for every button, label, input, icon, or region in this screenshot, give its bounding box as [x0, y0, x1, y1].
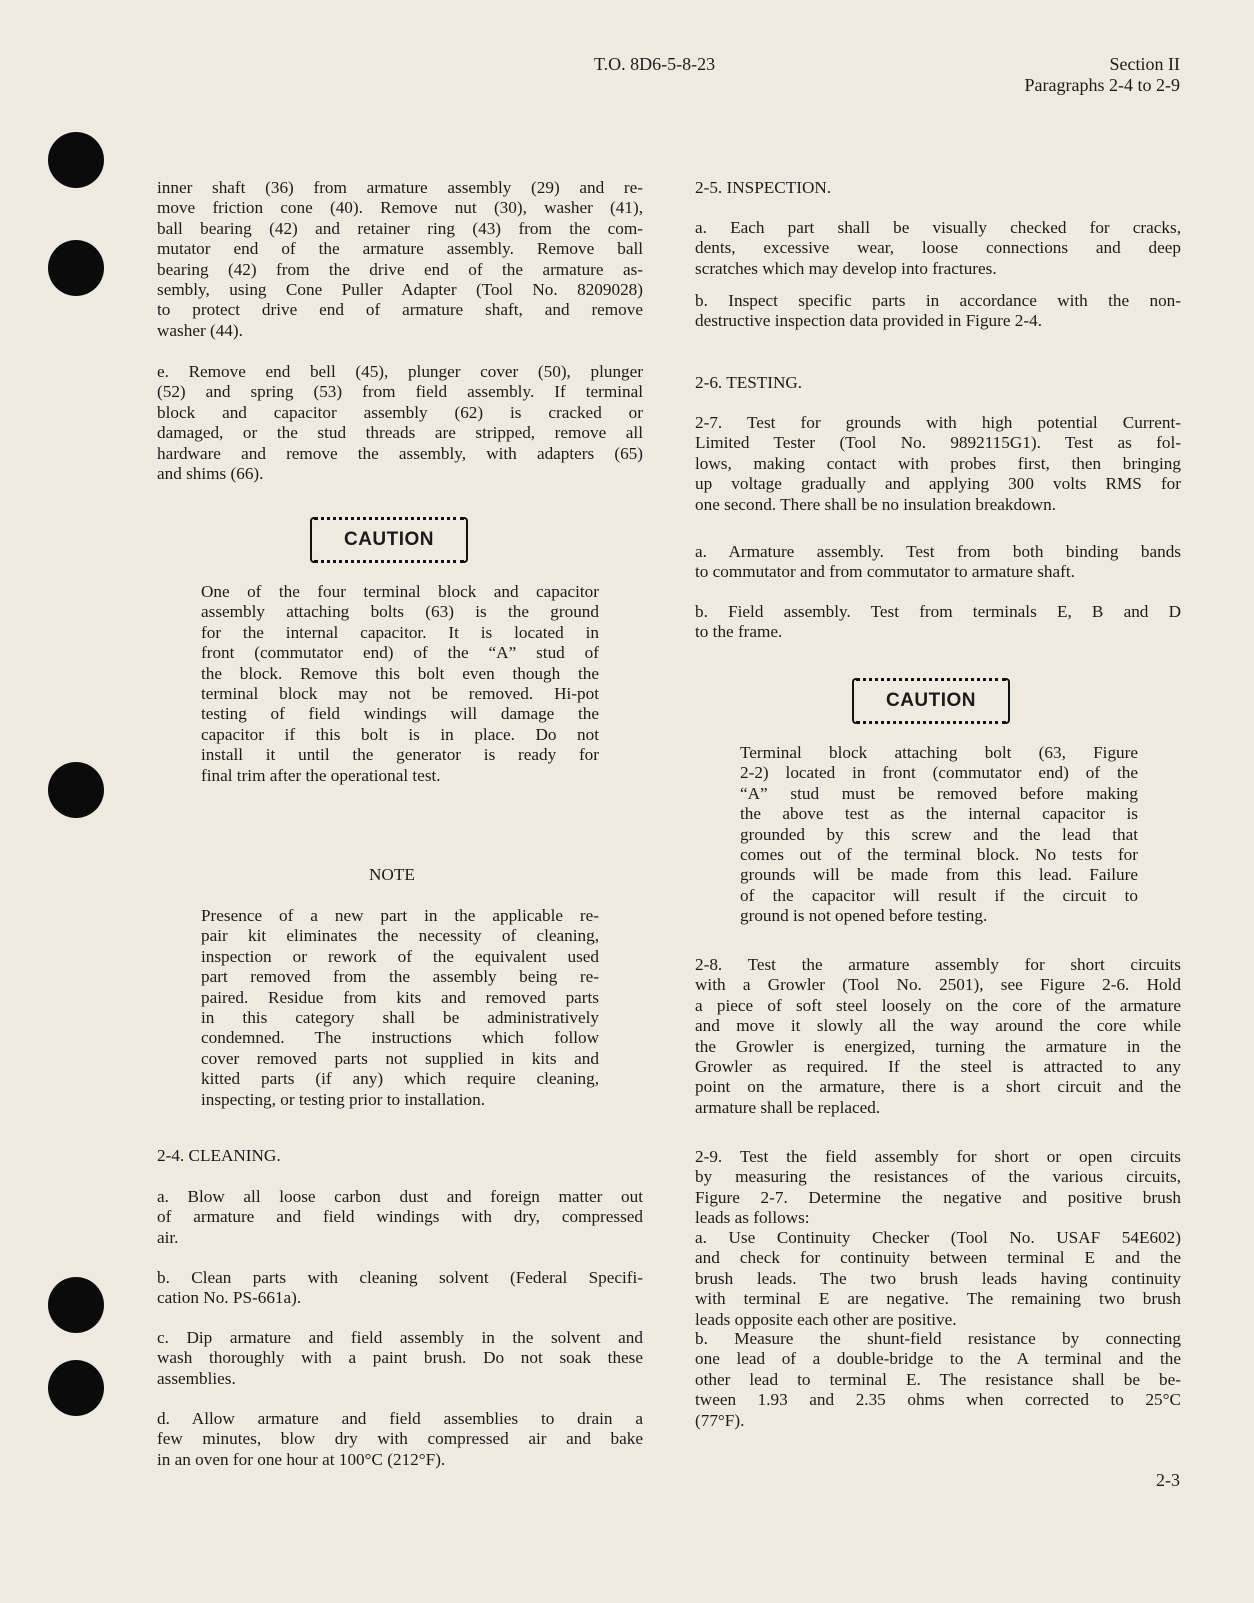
text-line: air.: [157, 1227, 179, 1247]
page-number: 2-3: [1156, 1470, 1180, 1490]
text-line: to protect drive end of armature shaft, and remove: [157, 300, 643, 320]
text-line: “A” stud must be removed before making: [740, 783, 1138, 803]
caution-banner: CAUTION: [856, 678, 1006, 724]
text-line: a. Use Continuity Checker (Tool No. USAF 54E602): [695, 1228, 1181, 1247]
caution-banner: CAUTION: [314, 517, 464, 563]
text-line: scratches which may develop into fractures.: [695, 258, 997, 278]
text-line: one second. There shall be no insulation breakdown.: [695, 494, 1057, 514]
text-line: and shims (66).: [157, 464, 264, 484]
text-line: dents, excessive wear, loose connections and deep: [695, 238, 1181, 258]
text-line: comes out of the terminal block. No tests for: [740, 845, 1138, 865]
text-line: kitted parts (if any) which require cleaning,: [201, 1069, 599, 1089]
text-line: move friction cone (40). Remove nut (30), washer (41),: [157, 198, 643, 218]
testing-step-a: [695, 542, 1181, 583]
text-line: assemblies.: [157, 1368, 236, 1388]
text-line: b. Field assembly. Test from terminals E, B and D: [695, 602, 1181, 621]
text-line: hardware and remove the assembly, with adapters (65): [157, 443, 643, 463]
text-line: final trim after the operational test.: [201, 765, 441, 785]
document-number: T.O. 8D6-5-8-23: [594, 54, 716, 74]
text-line: armature shall be replaced.: [695, 1097, 881, 1117]
text-line: with a Growler (Tool No. 2501), see Figure 2-6. Hold: [695, 975, 1181, 995]
paragraph-2-9-step-b: [695, 1329, 1181, 1431]
caution-text: [740, 743, 1138, 927]
text-line: mutator end of the armature assembly. Remove ball: [157, 239, 643, 259]
cleaning-step-c: [157, 1328, 643, 1389]
paragraph-step-e: [157, 362, 643, 484]
punch-hole: [48, 1360, 104, 1416]
punch-hole: [48, 1277, 104, 1333]
text-line: grounded by this screw and the lead that: [740, 824, 1138, 844]
text-line: with terminal E are negative. The remaining two brush: [695, 1289, 1181, 1309]
cleaning-heading: 2-4. CLEANING.: [157, 1146, 281, 1165]
text-line: cation No. PS-661a).: [157, 1288, 302, 1308]
text-line: and check for continuity between terminal E and the: [695, 1248, 1181, 1268]
testing-step-b: [695, 602, 1181, 643]
text-line: a. Armature assembly. Test from both binding bands: [695, 542, 1181, 561]
text-line: 2-7. Test for grounds with high potential Current-: [695, 413, 1181, 432]
text-line: Terminal block attaching bolt (63, Figure: [740, 743, 1138, 762]
text-line: inspection or rework of the equivalent used: [201, 946, 599, 966]
text-line: for the internal capacitor. It is located in: [201, 622, 599, 642]
text-line: a. Blow all loose carbon dust and foreign matter out: [157, 1187, 643, 1206]
punch-hole: [48, 240, 104, 296]
text-line: paired. Residue from kits and removed parts: [201, 987, 599, 1007]
paragraph-removal-continued: [157, 178, 643, 341]
text-line: terminal block may not be removed. Hi-pot: [201, 684, 599, 704]
text-line: b. Clean parts with cleaning solvent (Federal Specifi-: [157, 1268, 643, 1287]
text-line: testing of field windings will damage the: [201, 704, 599, 724]
text-line: lows, making contact with probes first, then bringing: [695, 453, 1181, 473]
cleaning-step-a: [157, 1187, 643, 1248]
text-line: of the capacitor will result if the circuit to: [740, 885, 1138, 905]
inspection-step-a: [695, 218, 1181, 279]
text-line: in an oven for one hour at 100°C (212°F).: [157, 1449, 446, 1469]
text-line: condemned. The instructions which follow: [201, 1028, 599, 1048]
section-label: Section II: [1109, 54, 1180, 74]
paragraph-2-7: [695, 413, 1181, 515]
text-line: b. Inspect specific parts in accordance with the non-: [695, 291, 1181, 310]
text-line: few minutes, blow dry with compressed air and bake: [157, 1429, 643, 1449]
paragraph-range: Paragraphs 2-4 to 2-9: [1024, 75, 1180, 95]
text-line: leads opposite each other are positive.: [695, 1309, 957, 1329]
text-line: front (commutator end) of the “A” stud of: [201, 643, 599, 663]
text-line: grounds will be made from this lead. Failure: [740, 865, 1138, 885]
text-line: the block. Remove this bolt even though the: [201, 663, 599, 683]
note-text: [201, 906, 599, 1110]
text-line: washer (44).: [157, 320, 243, 340]
text-line: inner shaft (36) from armature assembly (29) and re-: [157, 178, 643, 197]
text-line: one lead of a double-bridge to the A terminal and the: [695, 1349, 1181, 1369]
text-line: part removed from the assembly being re-: [201, 967, 599, 987]
text-line: by measuring the resistances of the various circuits,: [695, 1167, 1181, 1187]
text-line: install it until the generator is ready for: [201, 745, 599, 765]
text-line: to commutator and from commutator to armature shaft.: [695, 562, 1075, 582]
text-line: sembly, using Cone Puller Adapter (Tool No. 8209028): [157, 280, 643, 300]
text-line: a. Each part shall be visually checked for cracks,: [695, 218, 1181, 237]
text-line: to the frame.: [695, 622, 783, 642]
text-line: Growler as required. If the steel is attracted to any: [695, 1057, 1181, 1077]
text-line: b. Measure the shunt-field resistance by connecting: [695, 1329, 1181, 1348]
text-line: Figure 2-7. Determine the negative and positive brush: [695, 1187, 1181, 1207]
text-line: 2-2) located in front (commutator end) of the: [740, 763, 1138, 783]
testing-heading: 2-6. TESTING.: [695, 373, 803, 392]
text-line: damaged, or the stud threads are stripped, remove all: [157, 423, 643, 443]
text-line: the above test as the internal capacitor is: [740, 804, 1138, 824]
text-line: a piece of soft steel loosely on the core of the armature: [695, 995, 1181, 1015]
paragraph-2-8: [695, 955, 1181, 1118]
text-line: pair kit eliminates the necessity of cleaning,: [201, 926, 599, 946]
text-line: tween 1.93 and 2.35 ohms when corrected to 25°C: [695, 1390, 1181, 1410]
text-line: up voltage gradually and applying 300 volts RMS for: [695, 474, 1181, 494]
punch-hole: [48, 762, 104, 818]
text-line: brush leads. The two brush leads having continuity: [695, 1268, 1181, 1288]
text-line: Limited Tester (Tool No. 9892115G1). Test as fol-: [695, 433, 1181, 453]
text-line: the Growler is energized, turning the armature in the: [695, 1036, 1181, 1056]
text-line: ball bearing (42) and retainer ring (43) from the com-: [157, 218, 643, 238]
text-line: wash thoroughly with a paint brush. Do not soak these: [157, 1348, 643, 1368]
text-line: d. Allow armature and field assemblies to drain a: [157, 1409, 643, 1428]
caution-text: [201, 582, 599, 786]
text-line: capacitor if this bolt is in place. Do not: [201, 724, 599, 744]
text-line: and move it slowly all the way around the core while: [695, 1016, 1181, 1036]
text-line: cover removed parts not supplied in kits and: [201, 1048, 599, 1068]
paragraph-2-9: [695, 1147, 1181, 1229]
text-line: inspecting, or testing prior to installation.: [201, 1089, 486, 1109]
cleaning-step-b: [157, 1268, 643, 1309]
text-line: (77°F).: [695, 1410, 745, 1430]
text-line: 2-9. Test the field assembly for short or open circuits: [695, 1147, 1181, 1166]
text-line: of armature and field windings with dry, compressed: [157, 1207, 643, 1227]
paragraph-2-9-step-a: [695, 1228, 1181, 1330]
inspection-heading: 2-5. INSPECTION.: [695, 178, 832, 197]
text-line: block and capacitor assembly (62) is cracked or: [157, 402, 643, 422]
punch-hole: [48, 132, 104, 188]
text-line: point on the armature, there is a short circuit and the: [695, 1077, 1181, 1097]
inspection-step-b: [695, 291, 1181, 332]
note-heading: NOTE: [369, 865, 415, 884]
text-line: leads as follows:: [695, 1208, 810, 1228]
text-line: e. Remove end bell (45), plunger cover (50), plunger: [157, 362, 643, 381]
text-line: other lead to terminal E. The resistance shall be be-: [695, 1369, 1181, 1389]
text-line: Presence of a new part in the applicable re-: [201, 906, 599, 925]
text-line: in this category shall be administratively: [201, 1008, 599, 1028]
text-line: 2-8. Test the armature assembly for short circuits: [695, 955, 1181, 974]
text-line: ground is not opened before testing.: [740, 906, 988, 926]
text-line: One of the four terminal block and capacitor: [201, 582, 599, 601]
cleaning-step-d: [157, 1409, 643, 1470]
text-line: (52) and spring (53) from field assembly. If terminal: [157, 382, 643, 402]
text-line: bearing (42) from the drive end of the armature as-: [157, 259, 643, 279]
text-line: destructive inspection data provided in Figure 2-4.: [695, 311, 1043, 331]
text-line: assembly attaching bolts (63) is the ground: [201, 602, 599, 622]
text-line: c. Dip armature and field assembly in the solvent and: [157, 1328, 643, 1347]
